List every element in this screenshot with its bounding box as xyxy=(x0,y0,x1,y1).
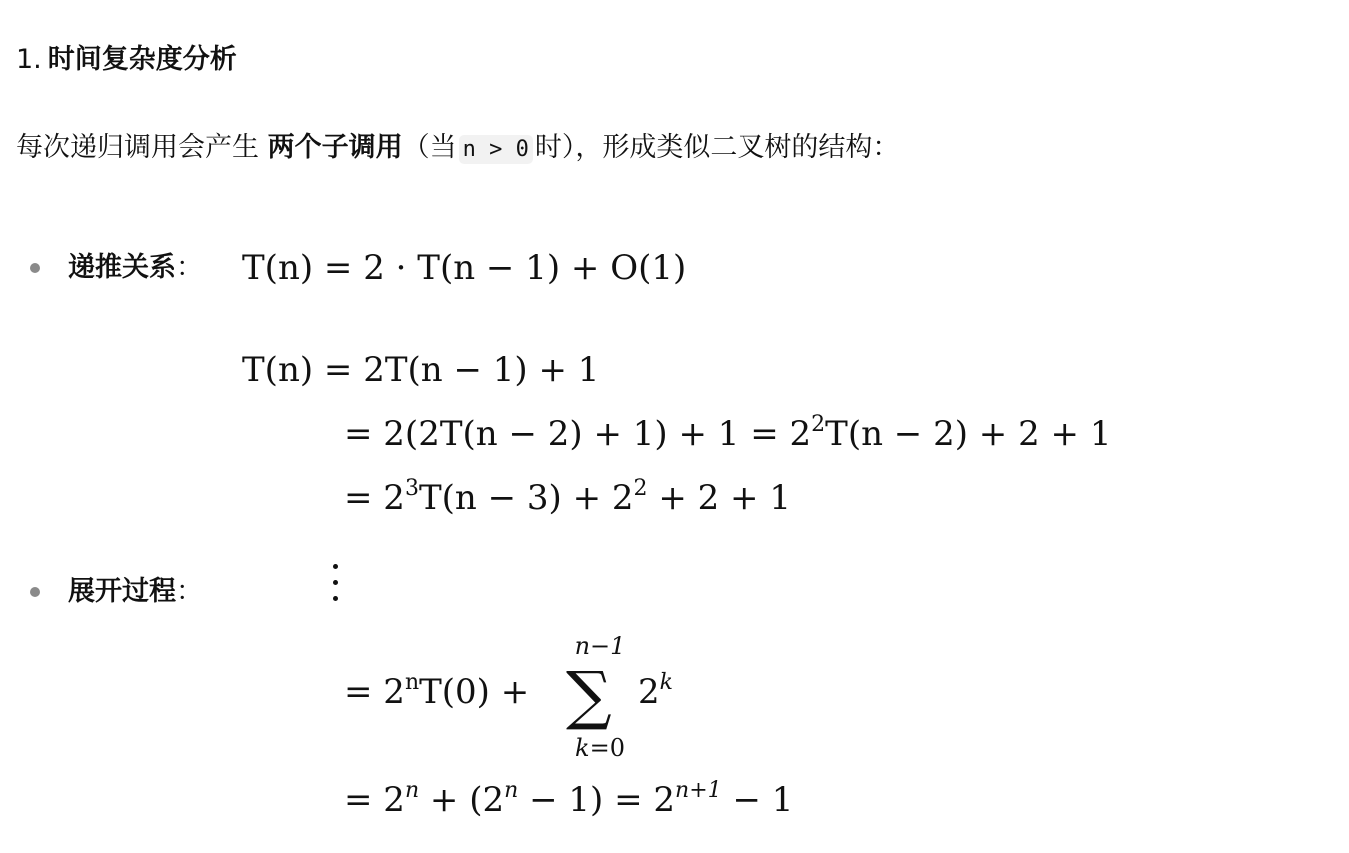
summation xyxy=(560,632,640,772)
line3-part-b: T(n − 3) + 2 xyxy=(418,478,634,518)
derivation-line-1-rhs: = 2T(n − 1) + 1 xyxy=(323,350,600,390)
summation-lower-limit xyxy=(560,734,640,762)
line3-exponent-2: 2 xyxy=(633,476,648,501)
line5-part-d: − 1 xyxy=(721,780,794,820)
derivation-line-4 xyxy=(344,670,529,714)
ellipsis-dot xyxy=(333,564,338,569)
bullet-label-expansion xyxy=(68,572,203,612)
line3-exponent-1: 3 xyxy=(404,476,419,501)
summation-symbol: ∑ xyxy=(566,659,612,733)
line5-exponent-3: n+1 xyxy=(675,778,722,803)
derivation-lhs: T(n) xyxy=(242,350,314,390)
summation-term xyxy=(638,670,673,714)
intro-paren-open: （当 xyxy=(402,132,457,163)
intro-text-after: 时），形成类似二叉树的结构： xyxy=(534,132,900,163)
ellipsis-dot xyxy=(333,596,338,601)
summation-index: k xyxy=(575,734,590,762)
bullet-label-recurrence xyxy=(68,248,203,288)
section-heading xyxy=(16,40,237,80)
recurrence-colon: ： xyxy=(176,252,203,283)
line3-part-a: = 2 xyxy=(344,478,405,518)
line5-part-b: + (2 xyxy=(419,780,505,820)
derivation-line-3 xyxy=(344,476,791,520)
summation-term-exponent: k xyxy=(659,670,673,695)
ellipsis-dot xyxy=(333,580,338,585)
line4-part-b: T(0) + xyxy=(419,672,530,712)
expansion-colon: ： xyxy=(176,576,203,607)
bullet-dot xyxy=(30,263,40,273)
line4-exponent: n xyxy=(404,670,420,695)
expansion-label: 展开过程 xyxy=(68,576,176,607)
vertical-ellipsis xyxy=(330,560,340,610)
summation-index-start: =0 xyxy=(589,734,625,762)
line5-part-c: − 1) = 2 xyxy=(518,780,676,820)
derivation-line-2 xyxy=(344,412,1111,456)
derivation-line-5 xyxy=(344,778,793,822)
heading-number: 1. xyxy=(16,44,42,75)
derivation-line-1 xyxy=(242,348,599,392)
line4-part-a: = 2 xyxy=(344,672,405,712)
line5-part-a: = 2 xyxy=(344,780,405,820)
bullet-dot xyxy=(30,587,40,597)
line2-part-b: T(n − 2) + 2 + 1 xyxy=(825,414,1112,454)
line2-part-a: = 2(2T(n − 2) + 1) + 1 = 2 xyxy=(344,414,812,454)
intro-bold-text: 两个子调用 xyxy=(267,132,403,163)
line5-exponent-2: n xyxy=(504,778,519,803)
heading-title: 时间复杂度分析 xyxy=(47,44,237,75)
inline-code: n > 0 xyxy=(459,135,533,164)
recurrence-formula: T(n) = 2 · T(n − 1) + O(1) xyxy=(242,248,687,288)
line3-part-c: + 2 + 1 xyxy=(647,478,791,518)
intro-text-before: 每次递归调用会产生 xyxy=(16,132,268,163)
line2-exponent: 2 xyxy=(811,412,826,437)
intro-paragraph xyxy=(16,128,899,170)
summation-term-base: 2 xyxy=(638,672,660,712)
line5-exponent-1: n xyxy=(404,778,420,803)
recurrence-label: 递推关系 xyxy=(68,252,176,283)
summation-upper-limit: n−1 xyxy=(574,632,626,660)
